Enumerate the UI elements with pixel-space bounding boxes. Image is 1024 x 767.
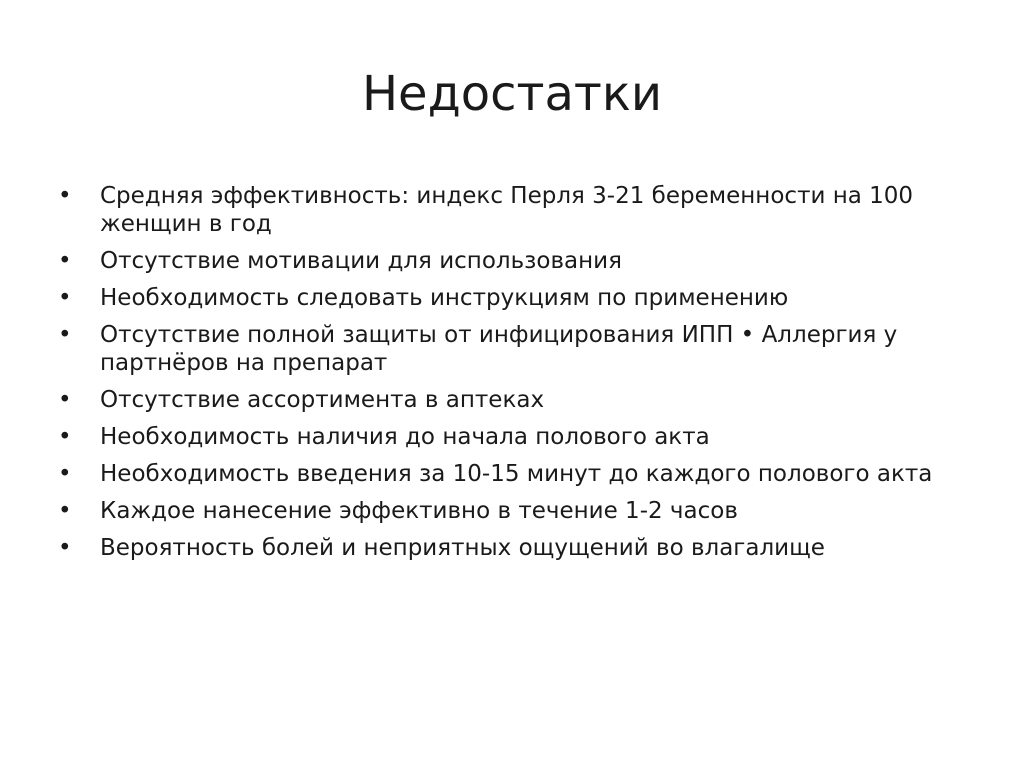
- list-item-text: Необходимость следовать инструкциям по применению: [100, 285, 789, 311]
- list-item-text: Необходимость введения за 10-15 минут до каждого полового акта: [100, 461, 933, 487]
- bullet-icon: •: [58, 285, 72, 311]
- bullet-icon: •: [58, 183, 72, 209]
- bullet-icon: •: [58, 248, 72, 274]
- bullet-list: [58, 182, 978, 571]
- list-item-text: Вероятность болей и неприятных ощущений во влагалище: [100, 535, 825, 561]
- slide-title: Недостатки: [361, 66, 663, 122]
- list-item: [58, 423, 978, 451]
- list-item-text: Отсутствие ассортимента в аптеках: [100, 387, 545, 413]
- list-item: [58, 247, 978, 275]
- list-item: [58, 386, 978, 414]
- list-item-text: Средняя эффективность: индекс Перля 3-21 беременности на 100 женщин в год: [100, 183, 914, 237]
- list-item-text: Необходимость наличия до начала полового акта: [100, 424, 710, 450]
- list-item: [58, 460, 978, 488]
- bullet-icon: •: [58, 387, 72, 413]
- list-item: [58, 284, 978, 312]
- bullet-icon: •: [58, 498, 72, 524]
- list-item-text: Каждое нанесение эффективно в течение 1-2 часов: [100, 498, 738, 524]
- list-item: [58, 182, 978, 238]
- bullet-icon: •: [58, 424, 72, 450]
- bullet-icon: •: [58, 322, 72, 348]
- list-item: [58, 321, 978, 377]
- bullet-icon: •: [58, 461, 72, 487]
- list-item-text: Отсутствие мотивации для использования: [100, 248, 622, 274]
- list-item: [58, 534, 978, 562]
- list-item: [58, 497, 978, 525]
- list-item-text: Отсутствие полной защиты от инфицирования ИПП • Аллергия у партнёров на препарат: [100, 322, 898, 376]
- bullet-icon: •: [58, 535, 72, 561]
